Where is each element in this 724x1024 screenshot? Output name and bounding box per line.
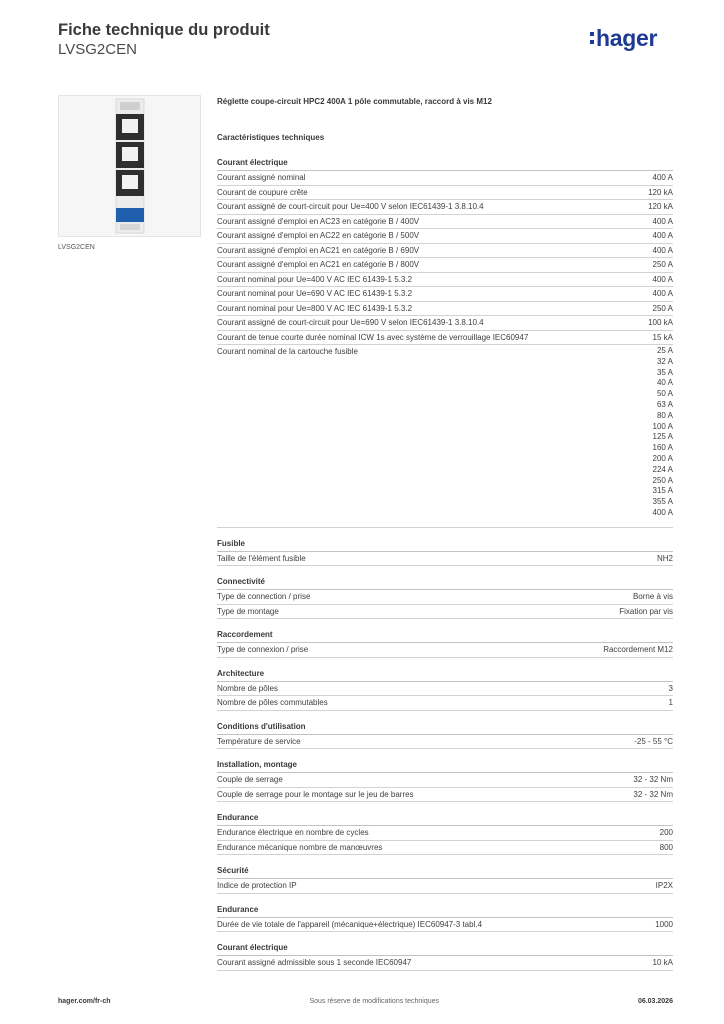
page-title: Fiche technique du produit bbox=[58, 21, 270, 39]
section-title: Courant électrique bbox=[217, 942, 673, 956]
spec-section bbox=[217, 157, 673, 528]
spec-value: 400 A bbox=[652, 245, 673, 255]
spec-value: 250 A bbox=[652, 303, 673, 313]
spec-label: Courant de tenue courte durée nominal ICW 1s avec système de verrouillage IEC60947 bbox=[217, 332, 529, 342]
spec-row bbox=[217, 200, 673, 215]
section-title: Installation, montage bbox=[217, 759, 673, 773]
section-title: Courant électrique bbox=[217, 157, 673, 171]
spec-row bbox=[217, 186, 673, 201]
spec-value: IP2X bbox=[655, 881, 673, 891]
section-title: Fusible bbox=[217, 538, 673, 552]
page-header bbox=[58, 20, 270, 60]
spec-value: 1 bbox=[668, 698, 673, 708]
spec-label: Courant assigné de court-circuit pour Ue=400 V selon IEC61439-1 3.8.10.4 bbox=[217, 202, 484, 211]
product-reference: LVSG2CEN bbox=[58, 41, 137, 58]
spec-section bbox=[217, 668, 673, 711]
spec-value-item: 32 A bbox=[656, 356, 673, 366]
spec-label: Température de service bbox=[217, 736, 301, 746]
spec-value: 120 kA bbox=[648, 187, 673, 197]
product-content bbox=[217, 96, 673, 971]
spec-row bbox=[217, 788, 673, 803]
spec-row bbox=[217, 229, 673, 244]
spec-value: 400 A bbox=[652, 173, 673, 182]
spec-value: 10 kA bbox=[652, 958, 673, 968]
section-title: Connectivité bbox=[217, 576, 673, 590]
footer-notice: Sous réserve de modifications techniques bbox=[309, 998, 440, 1005]
spec-section bbox=[217, 812, 673, 855]
spec-row bbox=[217, 171, 673, 186]
spec-label: Courant nominal pour Ue=800 V AC IEC 61439-1 5.3.2 bbox=[217, 303, 413, 313]
spec-label: Courant assigné d'emploi en AC21 en catégorie B / 800V bbox=[217, 260, 420, 269]
spec-row bbox=[217, 345, 673, 528]
spec-label: Nombre de pôles commutables bbox=[217, 698, 328, 708]
spec-value: 200 bbox=[659, 828, 673, 838]
spec-value: 400 A bbox=[652, 216, 673, 226]
spec-label: Type de montage bbox=[217, 606, 279, 616]
spec-row bbox=[217, 331, 673, 346]
spec-value: Fixation par vis bbox=[619, 606, 673, 616]
spec-section bbox=[217, 759, 673, 802]
spec-value-item: 315 A bbox=[652, 486, 673, 496]
spec-row bbox=[217, 643, 673, 658]
spec-row bbox=[217, 215, 673, 230]
spec-value: -25 - 55 °C bbox=[634, 736, 673, 746]
spec-value: 32 - 32 Nm bbox=[633, 789, 673, 799]
spec-label: Couple de serrage bbox=[217, 775, 283, 785]
spec-row bbox=[217, 316, 673, 331]
spec-section bbox=[217, 538, 673, 567]
spec-value: 120 kA bbox=[648, 202, 673, 211]
hager-logo bbox=[590, 26, 657, 50]
spec-label: Couple de serrage pour le montage sur le jeu de barres bbox=[217, 789, 414, 799]
spec-value-item: 35 A bbox=[656, 367, 673, 377]
spec-row bbox=[217, 590, 673, 605]
spec-value-item: 224 A bbox=[652, 464, 673, 474]
spec-value bbox=[653, 345, 673, 519]
spec-label: Courant assigné d'emploi en AC22 en catégorie B / 500V bbox=[217, 231, 420, 240]
spec-row bbox=[217, 287, 673, 302]
spec-label: Courant assigné nominal bbox=[217, 173, 306, 182]
product-description: Réglette coupe-circuit HPC2 400A 1 pôle commutable, raccord à vis M12 bbox=[217, 97, 492, 106]
section-title: Raccordement bbox=[217, 629, 673, 643]
spec-row bbox=[217, 258, 673, 273]
spec-value-item: 200 A bbox=[652, 453, 673, 463]
spec-row bbox=[217, 826, 673, 841]
spec-row bbox=[217, 302, 673, 317]
spec-value-item: 100 A bbox=[652, 421, 673, 431]
spec-value: 400 A bbox=[652, 231, 673, 240]
spec-row bbox=[217, 696, 673, 711]
spec-section bbox=[217, 629, 673, 658]
spec-row bbox=[217, 735, 673, 750]
spec-label: Type de connexion / prise bbox=[217, 645, 309, 655]
spec-value: 1000 bbox=[655, 919, 673, 929]
spec-value-item: 63 A bbox=[656, 399, 673, 409]
spec-value-item: 250 A bbox=[652, 475, 673, 485]
spec-row bbox=[217, 956, 673, 971]
spec-value: 800 bbox=[659, 842, 673, 852]
spec-label: Courant assigné de court-circuit pour Ue=690 V selon IEC61439-1 3.8.10.4 bbox=[217, 318, 484, 327]
spec-row bbox=[217, 918, 673, 933]
spec-value-item: 355 A bbox=[652, 497, 673, 507]
spec-row bbox=[217, 605, 673, 620]
section-title: Conditions d'utilisation bbox=[217, 721, 673, 735]
footer-date: 06.03.2026 bbox=[637, 998, 673, 1005]
spec-value: 400 A bbox=[652, 289, 673, 298]
spec-value-item: 25 A bbox=[656, 346, 673, 355]
spec-value: Borne à vis bbox=[632, 592, 673, 602]
product-image bbox=[58, 95, 201, 237]
spec-value: 250 A bbox=[652, 260, 673, 269]
spec-section bbox=[217, 576, 673, 619]
spec-label: Courant nominal de la cartouche fusible bbox=[217, 347, 358, 356]
spec-value: 32 - 32 Nm bbox=[633, 775, 673, 785]
spec-label: Courant assigné d'emploi en AC21 en catégorie B / 690V bbox=[217, 245, 420, 255]
spec-value-item: 400 A bbox=[652, 507, 673, 517]
spec-label: Courant de coupure crête bbox=[217, 187, 308, 197]
fuse-rail-illustration bbox=[59, 96, 200, 236]
spec-value: 100 kA bbox=[648, 318, 673, 327]
spec-label: Courant nominal pour Ue=690 V AC IEC 61439-1 5.3.2 bbox=[217, 289, 413, 298]
spec-label: Courant assigné d'emploi en AC23 en catégorie B / 400V bbox=[217, 216, 420, 226]
spec-row bbox=[217, 273, 673, 288]
spec-row bbox=[217, 841, 673, 856]
spec-row bbox=[217, 682, 673, 697]
image-caption: LVSG2CEN bbox=[58, 244, 95, 251]
spec-value: 400 A bbox=[652, 274, 673, 284]
spec-value: Raccordement M12 bbox=[603, 645, 673, 655]
section-title: Endurance bbox=[217, 812, 673, 826]
spec-section bbox=[217, 721, 673, 750]
spec-value-item: 40 A bbox=[656, 378, 673, 388]
spec-label: Durée de vie totale de l'appareil (mécanique+électrique) IEC60947-3 tabl.4 bbox=[217, 919, 483, 929]
spec-label: Endurance mécanique nombre de manœuvres bbox=[217, 842, 383, 852]
logo-wordmark: hager bbox=[596, 25, 658, 51]
spec-section bbox=[217, 904, 673, 933]
spec-label: Courant nominal pour Ue=400 V AC IEC 61439-1 5.3.2 bbox=[217, 274, 413, 284]
section-title: Architecture bbox=[217, 668, 673, 682]
spec-value-item: 50 A bbox=[656, 389, 673, 399]
tech-characteristics-title: Caractéristiques techniques bbox=[217, 133, 325, 142]
spec-label: Endurance électrique en nombre de cycles bbox=[217, 828, 369, 838]
spec-label: Type de connection / prise bbox=[217, 592, 311, 602]
spec-label: Nombre de pôles bbox=[217, 683, 278, 693]
section-title: Sécurité bbox=[217, 865, 673, 879]
section-title: Endurance bbox=[217, 904, 673, 918]
spec-section bbox=[217, 942, 673, 971]
spec-label: Indice de protection IP bbox=[217, 881, 297, 891]
page-footer bbox=[58, 998, 673, 1005]
spec-value-item: 80 A bbox=[656, 410, 673, 420]
spec-section bbox=[217, 865, 673, 894]
logo-dots-icon bbox=[590, 32, 594, 44]
spec-value: NH2 bbox=[656, 553, 673, 563]
footer-website-link[interactable]: hager.com/fr-ch bbox=[58, 998, 111, 1005]
spec-row bbox=[217, 773, 673, 788]
spec-value: 3 bbox=[668, 683, 673, 693]
spec-sections bbox=[217, 157, 673, 971]
spec-value-item: 160 A bbox=[652, 443, 673, 453]
spec-row bbox=[217, 879, 673, 894]
spec-value-item: 125 A bbox=[652, 432, 673, 442]
spec-row bbox=[217, 552, 673, 567]
spec-row bbox=[217, 244, 673, 259]
spec-label: Taille de l'élément fusible bbox=[217, 553, 306, 563]
spec-label: Courant assigné admissible sous 1 seconde IEC60947 bbox=[217, 958, 412, 968]
spec-value: 15 kA bbox=[652, 332, 673, 342]
